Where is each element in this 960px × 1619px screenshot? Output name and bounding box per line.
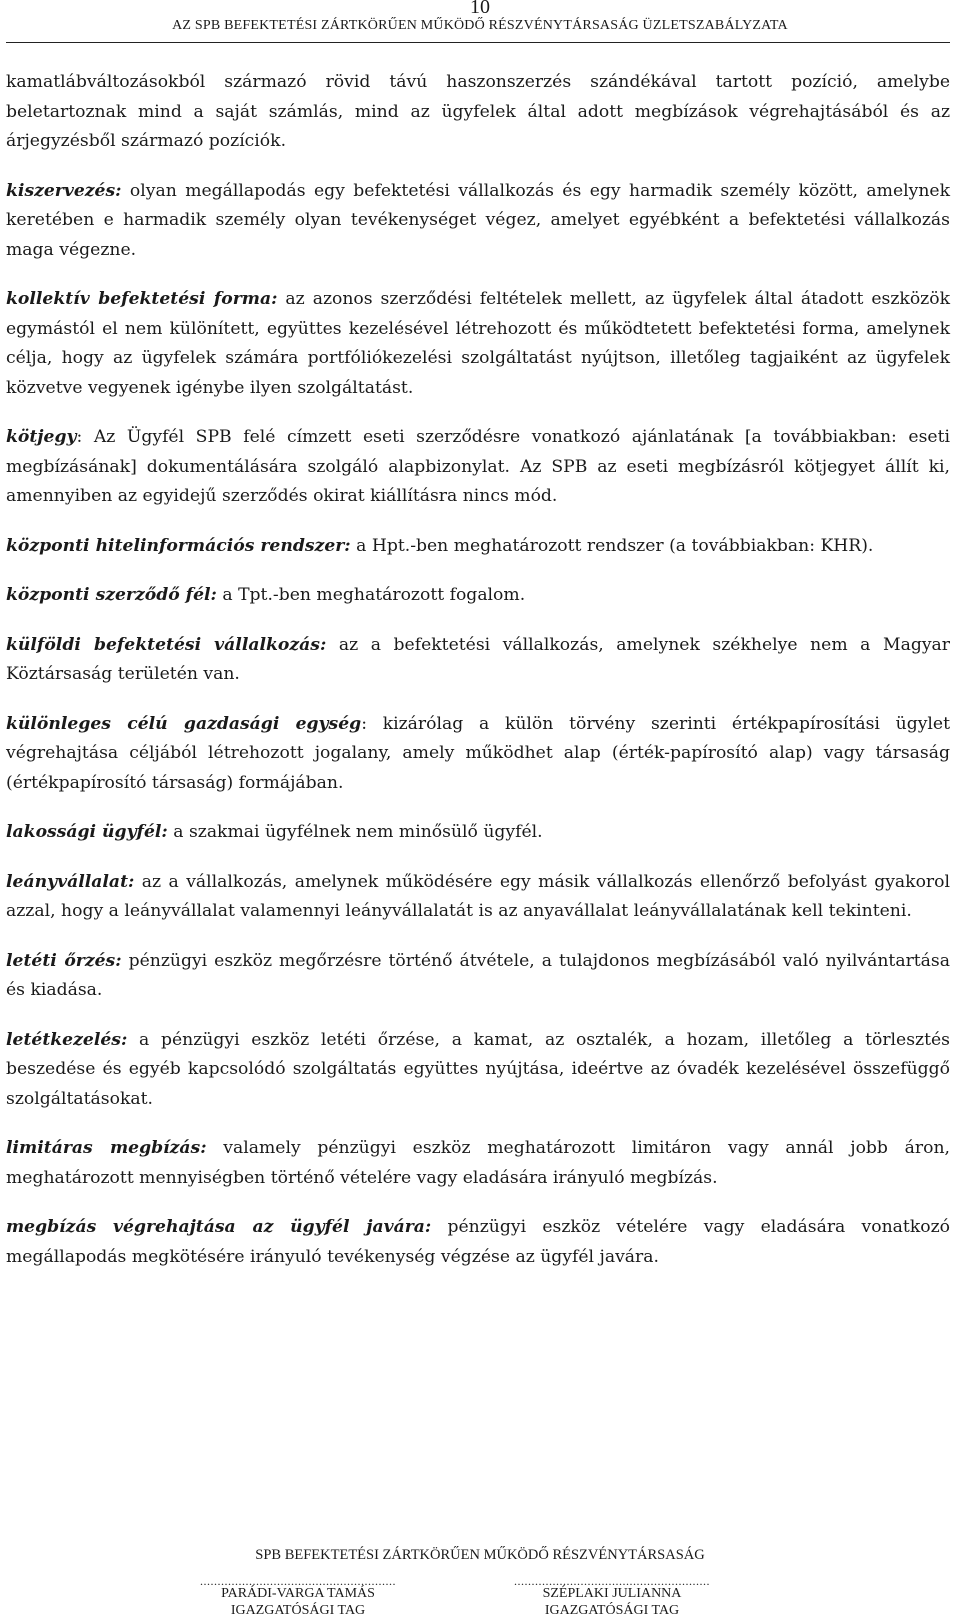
definition-term: központi hitelinformációs rendszer: (6, 535, 351, 556)
definition-text: a Hpt.-ben meghatározott rendszer (a továbbiakban: KHR). (350, 535, 874, 556)
definition-term: limitáras megbízás: (6, 1138, 207, 1158)
footer-organization: SPB BEFEKTETÉSI ZÁRTKÖRŰEN MŰKÖDŐ RÉSZVÉNYTÁRSASÁG (255, 1547, 705, 1563)
definition-paragraph (6, 1134, 950, 1193)
definition-term: lakossági ügyfél: (6, 822, 168, 842)
definition-text: : Az Ügyfél SPB felé címzett eseti szerződésre vonatkozó ajánlatának [a továbbiakban: eseti megbízásának] dokumentálására szolgáló alapbizonylat. Az SPB az eseti megbízásról kötjegyet állít ki, amennyiben az egyidejű szerződés okirat kiállításra nincs mód. (6, 427, 950, 506)
definition-paragraph (6, 1213, 950, 1272)
definition-paragraph (6, 1026, 950, 1115)
definitions-body (6, 68, 950, 1292)
definition-paragraph (6, 532, 950, 562)
definition-term: letétkezelés: (6, 1029, 128, 1050)
definition-paragraph (6, 868, 950, 927)
definition-text: kamatlábváltozásokból származó rövid távú haszonszerzés szándékával tartott pozíció, amelybe beletartoznak mind a saját számlás, mind az ügyfelek által adott megbízások végrehajtásából és az árjegyzésből származó pozíciók. (6, 72, 950, 151)
signatory-name: SZÉPLAKI JULIANNA (542, 1586, 682, 1601)
definition-paragraph (6, 818, 950, 848)
definition-term: különleges célú gazdasági egység (6, 713, 362, 734)
definition-term: kollektív befektetési forma: (6, 289, 278, 309)
definition-text: az a vállalkozás, amelynek működésére egy másik vállalkozás ellenőrző befolyást gyakorol azzal, hogy a leányvállalat valamennyi leányvállalatát is az anyavállalat leányvállalatának kell tekinteni. (6, 871, 950, 921)
definition-paragraph (6, 947, 950, 1006)
definition-term: megbízás végrehajtása az ügyfél javára: (6, 1217, 432, 1237)
signatory-role: IGAZGATÓSÁGI TAG (230, 1603, 366, 1618)
definition-paragraph (6, 68, 950, 157)
definition-paragraph (6, 710, 950, 799)
definition-text: pénzügyi eszköz megőrzésre történő átvétele, a tulajdonos megbízásából való nyilvántartása és kiadása. (6, 950, 950, 1000)
signatory-role: IGAZGATÓSÁGI TAG (544, 1603, 680, 1618)
page-number: 10 (470, 0, 490, 18)
definition-text: olyan megállapodás egy befektetési vállalkozás és egy harmadik személy között, amelynek keretében e harmadik személy olyan tevékenységet végez, amelyet egyébként a befektetési vállalkozás maga végezne. (6, 180, 950, 260)
definition-paragraph (6, 581, 950, 611)
running-header: AZ SPB BEFEKTETÉSI ZÁRTKÖRŰEN MŰKÖDŐ RÉSZVÉNYTÁRSASÁG ÜZLETSZABÁLYZATA (172, 18, 788, 33)
definition-text: az a befektetési vállalkozás, amelynek székhelye nem a Magyar Köztársaság területén van. (6, 634, 950, 684)
signature-line: ........................................................ (514, 1574, 710, 1588)
definition-term: kötjegy (6, 427, 77, 447)
definition-paragraph (6, 423, 950, 512)
definition-text: valamely pénzügyi eszköz meghatározott limitáron vagy annál jobb áron, meghatározott mennyiségben történő vételére vagy eladására irányuló megbízás. (6, 1138, 950, 1188)
definition-text: a szakmai ügyfélnek nem minősülő ügyfél. (167, 822, 543, 842)
definition-term: központi szerződő fél: (6, 585, 217, 605)
definition-text: a pénzügyi eszköz letéti őrzése, a kamat, az osztalék, a hozam, illetőleg a törlesztés beszedése és egyéb kapcsolódó szolgáltatás együttes nyújtása, ideértve az óvadék kezelésével összefüggő szolgáltatásokat. (6, 1029, 950, 1109)
definition-paragraph (6, 177, 950, 266)
definition-text: a Tpt.-ben meghatározott fogalom. (216, 585, 526, 605)
definition-text: az azonos szerződési feltételek mellett, az ügyfelek által átadott eszközök egymástól el nem különített, együttes kezelésével létrehozott és működtetett befektetési forma, amelynek célja, hogy az ügyfelek számára portfóliókezelési szolgáltatást nyújtson, illetőleg tagjaiként az ügyfelek közvetve vegyenek igénybe ilyen szolgáltatást. (6, 289, 950, 398)
definition-text: : kizárólag a külön törvény szerinti értékpapírosítási ügylet végrehajtása céljából létrehozott jogalany, amely működhet alap (érték-papírosító alap) vagy társaság (értékpapírosító társaság) formájában. (6, 713, 950, 793)
definition-term: leányvállalat: (6, 871, 135, 892)
definition-paragraph (6, 631, 950, 690)
definition-term: külföldi befektetési vállalkozás: (6, 634, 327, 655)
definition-term: kiszervezés: (6, 180, 122, 201)
header-divider (6, 42, 950, 43)
signature-line: ........................................................ (200, 1574, 396, 1588)
definition-paragraph (6, 285, 950, 403)
signatory-name: PARÁDI-VARGA TAMÁS (221, 1586, 375, 1601)
definition-text: pénzügyi eszköz vételére vagy eladására vonatkozó megállapodás megkötésére irányuló tevékenység végzése az ügyfél javára. (6, 1217, 950, 1267)
definition-term: letéti őrzés: (6, 950, 122, 971)
